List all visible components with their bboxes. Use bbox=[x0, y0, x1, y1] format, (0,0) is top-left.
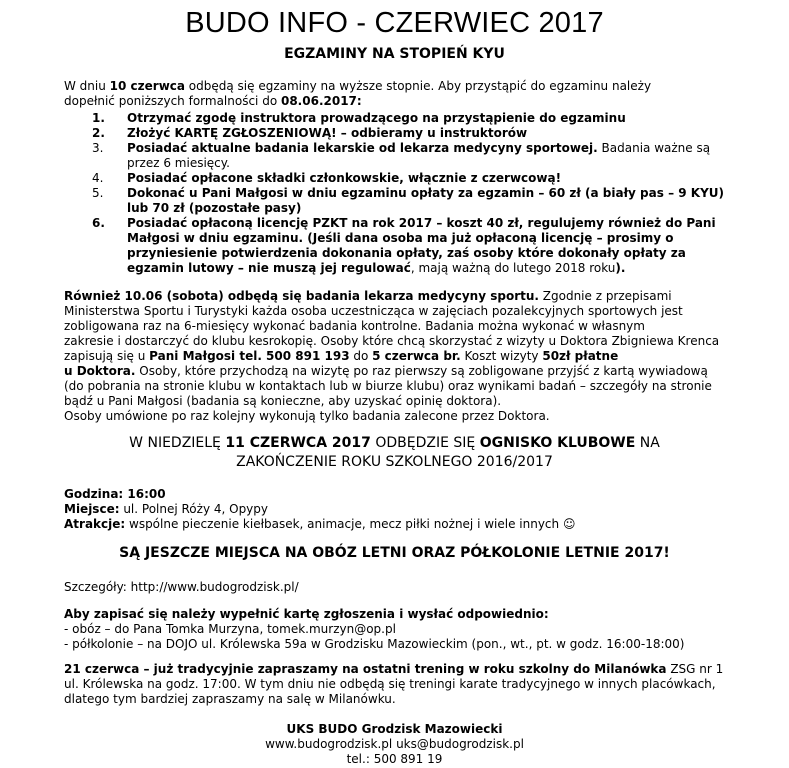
announcement-event: OGNISKO KLUBOWE bbox=[479, 435, 636, 451]
intro-line-2 bbox=[64, 94, 724, 109]
section-title-exams: EGZAMINY NA STOPIEŃ KYU bbox=[284, 46, 505, 62]
list-item bbox=[64, 171, 724, 186]
last-training-text: ZSG nr 1 ul. Królewska na godz. 17:00. W tym dniu nie odbędą się treningi karate tradycyjnego w innych placówkach, dlatego tym bardziej zapraszamy na salę w Milanówku. bbox=[64, 662, 724, 706]
medical-exam-headline: Również 10.06 (sobota) odbędą się badania lekarza medycyny sportu. bbox=[64, 289, 539, 303]
list-item-text: Posiadać opłaconą licencję PZKT na rok 2017 – koszt 40 zł, regulujemy również do Pani Małgosi w dniu egzaminu. (Jeśli dana osoba ma już opłaconą licencję – prosimy o przyniesienie potwierdzenia dokonania opłaty, zaś osoby które dokonały opłaty za egzamin lutowy – nie muszą jej regulować bbox=[127, 216, 716, 275]
camp-details-link[interactable]: Szczegóły: http://www.budogrodzisk.pl/ bbox=[64, 580, 299, 594]
bonfire-announcement bbox=[0, 434, 789, 472]
exam-intro bbox=[64, 79, 724, 109]
intro-text-3: dopełnić poniższych formalności do bbox=[64, 94, 281, 108]
list-number: 4. bbox=[92, 171, 104, 185]
last-training-headline: 21 czerwca – już tradycyjnie zapraszamy na ostatni trening w roku szkolny do Milanówka bbox=[64, 662, 667, 676]
intro-text: W dniu bbox=[64, 79, 110, 93]
event-attractions-value: wspólne pieczenie kiełbasek, animacje, mecz piłki nożnej i wiele innych ☺ bbox=[125, 517, 576, 531]
bonfire-line-1 bbox=[0, 434, 789, 453]
list-number: 3. bbox=[92, 141, 104, 155]
list-item-text: Posiadać opłacone składki członkowskie, włącznie z czerwcową! bbox=[127, 171, 562, 185]
medical-exam-text: Koszt wizyty bbox=[460, 349, 543, 363]
list-item bbox=[64, 216, 724, 276]
exam-requirements-list bbox=[64, 111, 724, 276]
footer-org: UKS BUDO Grodzisk Mazowiecki bbox=[286, 722, 503, 736]
list-item-text-end: ). bbox=[615, 261, 626, 275]
list-item-note: Badania ważne są przez 6 miesięcy. bbox=[127, 141, 711, 170]
list-number: 1. bbox=[92, 111, 105, 125]
medical-exam-text: do bbox=[349, 349, 373, 363]
medical-exam-text: Osoby, które przychodzą na wizytę po raz pierwszy są zobligowane przyjść z kartą wywiadową (do pobrania na stronie klubu w kontaktach lub w biurze klubu) oraz wynikami badań – szczegóły na stronie bądź u Pani Małgosi (badania są konieczne, aby uzyskać opinię doktora). bbox=[64, 364, 712, 408]
paragraph bbox=[64, 364, 724, 409]
medical-exam-text: Zgodnie z przepisami Ministerstwa Sportu i Turystyki każda osoba uczestnicząca w zajęciach pozalekcyjnych sportowych jest zobligowana raz na 6-miesięcy wykonać badania kontrolne. Badania można wykonać w własnym bbox=[64, 289, 683, 333]
footer-contact bbox=[0, 722, 789, 767]
list-number: 6. bbox=[92, 216, 105, 230]
registration-item-day-camp: - półkolonie – na DOJO ul. Królewska 59a w Grodzisku Mazowieckim (pon., wt., pt. w godz. 16:00-18:00) bbox=[64, 637, 685, 651]
registration-section bbox=[64, 607, 724, 652]
list-number: 5. bbox=[92, 186, 104, 200]
intro-deadline: 08.06.2017: bbox=[280, 94, 362, 108]
event-place-value: ul. Polnej Róży 4, Opypy bbox=[119, 502, 269, 516]
visit-cost: 50zł płatne bbox=[542, 349, 619, 363]
last-training-notice bbox=[64, 662, 724, 707]
event-attractions-label: Atrakcje: bbox=[64, 517, 126, 531]
list-item bbox=[64, 186, 724, 216]
event-place bbox=[64, 502, 724, 517]
event-attractions bbox=[64, 517, 724, 532]
list-item bbox=[64, 111, 724, 126]
contact-phone: Pani Małgosi tel. 500 891 193 bbox=[149, 349, 350, 363]
registration-item-camp: - obóz – do Pana Tomka Murzyna, tomek.murzyn@op.pl bbox=[64, 622, 396, 636]
list-item-text: Złożyć KARTĘ ZGŁOSZENIOWĄ! – odbieramy u instruktorów bbox=[127, 126, 528, 140]
announcement-text: NA bbox=[635, 435, 660, 451]
announcement-text: W NIEDZIELĘ bbox=[129, 435, 226, 451]
list-item-text: Otrzymać zgodę instruktora prowadzącego na przystąpienie do egzaminu bbox=[127, 111, 626, 125]
camp-heading: SĄ JESZCZE MIEJSCA NA OBÓZ LETNI ORAZ PÓŁKOLONIE LETNIE 2017! bbox=[119, 545, 670, 561]
paragraph: Osoby umówione po raz kolejny wykonują tylko badania zalecone przez Doktora. bbox=[64, 409, 550, 423]
footer-links[interactable]: www.budogrodzisk.pl uks@budogrodzisk.pl bbox=[265, 737, 524, 751]
medical-exam-section bbox=[64, 289, 724, 424]
announcement-text: ODBĘDZIE SIĘ bbox=[370, 435, 480, 451]
bonfire-line-2: ZAKOŃCZENIE ROKU SZKOLNEGO 2016/2017 bbox=[236, 454, 553, 470]
deadline-date: 5 czerwca br. bbox=[372, 349, 461, 363]
page-title: BUDO INFO - CZERWIEC 2017 bbox=[185, 7, 604, 39]
intro-date: 10 czerwca bbox=[109, 79, 185, 93]
medical-exam-text: zakresie i dostarczyć do klubu kesrokopię. Osoby które chcą skorzystać z wizyty u Doktora Zbigniewa Krenca zapisują się u bbox=[64, 334, 720, 363]
event-time: Godzina: 16:00 bbox=[64, 487, 166, 501]
list-item-text: Dokonać u Pani Małgosi w dniu egzaminu opłaty za egzamin – 60 zł (a biały pas – 9 KYU) lub 70 zł (pozostałe pasy) bbox=[127, 186, 724, 215]
paragraph bbox=[64, 334, 724, 364]
paragraph bbox=[64, 289, 724, 334]
event-details bbox=[64, 487, 724, 532]
list-item-note: , mają ważną do lutego 2018 roku bbox=[410, 261, 616, 275]
intro-text-2: odbędą się egzaminy na wyższe stopnie. Aby przystąpić do egzaminu należy bbox=[184, 79, 652, 93]
announcement-date: 11 CZERWCA 2017 bbox=[225, 435, 371, 451]
footer-phone: tel.: 500 891 19 bbox=[346, 752, 443, 766]
visit-cost-cont: u Doktora. bbox=[64, 364, 136, 378]
list-item bbox=[64, 126, 724, 141]
list-item bbox=[64, 141, 724, 171]
list-item-text: Posiadać aktualne badania lekarskie od lekarza medycyny sportowej. bbox=[127, 141, 598, 155]
list-number: 2. bbox=[92, 126, 105, 140]
registration-heading: Aby zapisać się należy wypełnić kartę zgłoszenia i wysłać odpowiednio: bbox=[64, 607, 549, 621]
intro-line-1 bbox=[64, 79, 724, 94]
event-place-label: Miejsce: bbox=[64, 502, 120, 516]
